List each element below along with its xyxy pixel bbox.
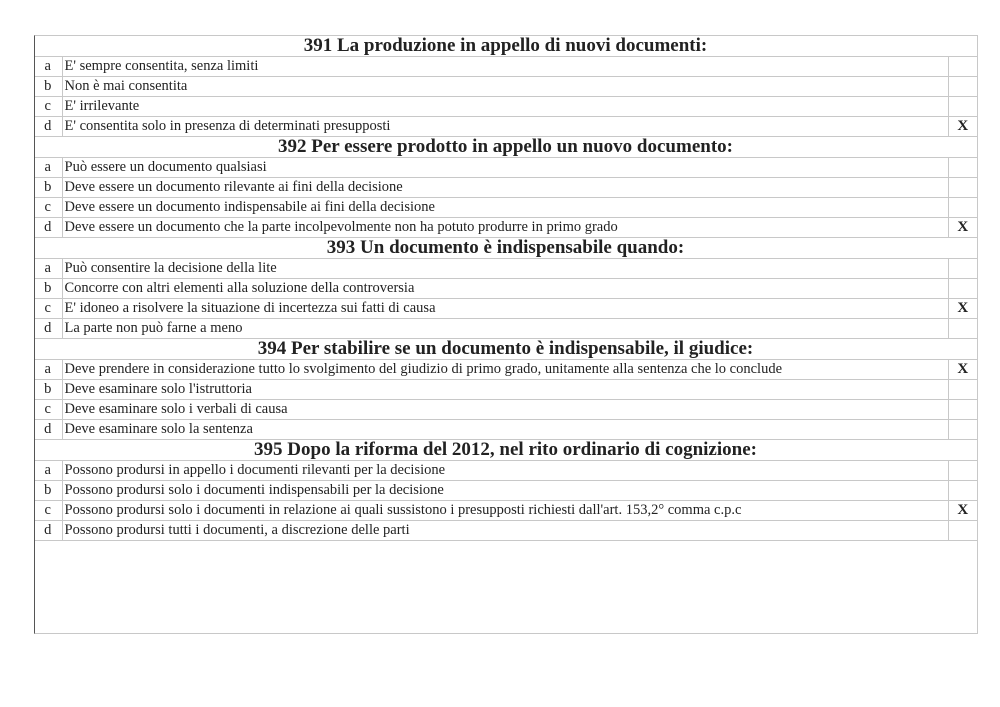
option-text: Può essere un documento qualsiasi	[62, 158, 948, 178]
option-letter: d	[34, 521, 62, 541]
correct-answer-mark	[948, 400, 977, 420]
option-letter: a	[34, 259, 62, 279]
option-text: Deve esaminare solo la sentenza	[62, 420, 948, 440]
option-letter: b	[34, 178, 62, 198]
correct-answer-mark	[948, 259, 977, 279]
answer-option-row	[34, 77, 977, 97]
correct-answer-mark	[948, 97, 977, 117]
correct-answer-mark: X	[948, 360, 977, 380]
option-letter: d	[34, 319, 62, 339]
question-header-row	[34, 339, 977, 360]
option-text: Deve esaminare solo i verbali di causa	[62, 400, 948, 420]
correct-answer-mark	[948, 420, 977, 440]
option-letter: c	[34, 400, 62, 420]
answer-option-row	[34, 57, 977, 77]
correct-answer-mark: X	[948, 117, 977, 137]
answer-option-row	[34, 400, 977, 420]
option-text: E' idoneo a risolvere la situazione di incertezza sui fatti di causa	[62, 299, 948, 319]
correct-answer-mark	[948, 461, 977, 481]
answer-option-row	[34, 481, 977, 501]
correct-answer-mark	[948, 481, 977, 501]
option-text: E' consentita solo in presenza di determinati presupposti	[62, 117, 948, 137]
answer-option-row	[34, 521, 977, 541]
option-letter: a	[34, 360, 62, 380]
option-letter: c	[34, 198, 62, 218]
answer-option-row	[34, 501, 977, 521]
option-text: E' sempre consentita, senza limiti	[62, 57, 948, 77]
option-text: Possono prodursi solo i documenti indispensabili per la decisione	[62, 481, 948, 501]
question-header-row	[34, 36, 977, 57]
correct-answer-mark	[948, 158, 977, 178]
answer-option-row	[34, 461, 977, 481]
option-letter: b	[34, 77, 62, 97]
question-header-row	[34, 137, 977, 158]
answer-option-row	[34, 420, 977, 440]
option-text: Possono prodursi solo i documenti in relazione ai quali sussistono i presupposti richiesti dall'art. 153,2° comma c.p.c	[62, 501, 948, 521]
option-letter: b	[34, 380, 62, 400]
option-letter: c	[34, 97, 62, 117]
option-text: Possono prodursi tutti i documenti, a discrezione delle parti	[62, 521, 948, 541]
option-text: Possono prodursi in appello i documenti rilevanti per la decisione	[62, 461, 948, 481]
correct-answer-mark	[948, 279, 977, 299]
option-letter: b	[34, 481, 62, 501]
option-letter: d	[34, 420, 62, 440]
option-letter: c	[34, 501, 62, 521]
correct-answer-mark	[948, 77, 977, 97]
quiz-sheet	[34, 35, 977, 541]
quiz-table	[34, 35, 977, 541]
option-letter: d	[34, 117, 62, 137]
option-text: Deve esaminare solo l'istruttoria	[62, 380, 948, 400]
option-letter: c	[34, 299, 62, 319]
option-text: Deve essere un documento indispensabile ai fini della decisione	[62, 198, 948, 218]
option-text: Deve essere un documento che la parte incolpevolmente non ha potuto produrre in primo grado	[62, 218, 948, 238]
answer-option-row	[34, 299, 977, 319]
option-letter: b	[34, 279, 62, 299]
correct-answer-mark	[948, 319, 977, 339]
question-title: 393 Un documento è indispensabile quando:	[34, 238, 977, 259]
correct-answer-mark: X	[948, 218, 977, 238]
correct-answer-mark	[948, 521, 977, 541]
answer-option-row	[34, 279, 977, 299]
answer-option-row	[34, 158, 977, 178]
question-title: 394 Per stabilire se un documento è indispensabile, il giudice:	[34, 339, 977, 360]
correct-answer-mark	[948, 198, 977, 218]
correct-answer-mark: X	[948, 501, 977, 521]
question-title: 391 La produzione in appello di nuovi documenti:	[34, 36, 977, 57]
question-title: 395 Dopo la riforma del 2012, nel rito ordinario di cognizione:	[34, 440, 977, 461]
option-text: Può consentire la decisione della lite	[62, 259, 948, 279]
option-letter: a	[34, 57, 62, 77]
answer-option-row	[34, 259, 977, 279]
correct-answer-mark	[948, 380, 977, 400]
option-text: Deve essere un documento rilevante ai fini della decisione	[62, 178, 948, 198]
answer-option-row	[34, 117, 977, 137]
question-header-row	[34, 238, 977, 259]
option-text: Concorre con altri elementi alla soluzione della controversia	[62, 279, 948, 299]
option-text: Deve prendere in considerazione tutto lo svolgimento del giudizio di primo grado, unitamente alla sentenza che lo conclude	[62, 360, 948, 380]
answer-option-row	[34, 319, 977, 339]
answer-option-row	[34, 198, 977, 218]
option-text: La parte non può farne a meno	[62, 319, 948, 339]
answer-option-row	[34, 218, 977, 238]
quiz-table-body	[34, 36, 977, 541]
option-letter: a	[34, 461, 62, 481]
answer-option-row	[34, 380, 977, 400]
answer-option-row	[34, 97, 977, 117]
answer-option-row	[34, 360, 977, 380]
correct-answer-mark	[948, 57, 977, 77]
option-text: E' irrilevante	[62, 97, 948, 117]
question-header-row	[34, 440, 977, 461]
option-letter: a	[34, 158, 62, 178]
correct-answer-mark	[948, 178, 977, 198]
answer-option-row	[34, 178, 977, 198]
question-title: 392 Per essere prodotto in appello un nuovo documento:	[34, 137, 977, 158]
option-text: Non è mai consentita	[62, 77, 948, 97]
correct-answer-mark: X	[948, 299, 977, 319]
option-letter: d	[34, 218, 62, 238]
